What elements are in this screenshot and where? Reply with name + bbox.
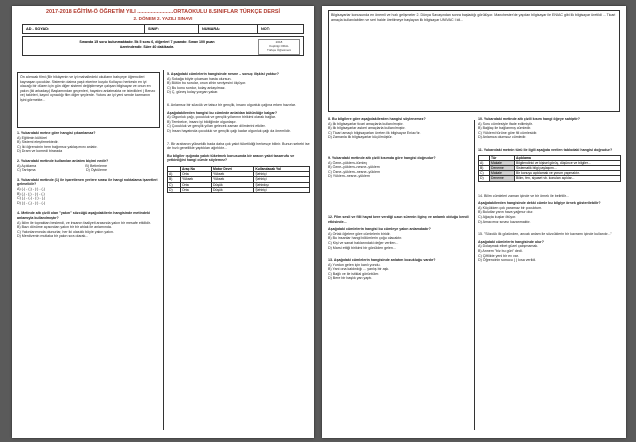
- q8-option-c: C) Ticari amaçlı bilgisayarları üreten ilk bilgisayar Eniac'tır.: [328, 130, 421, 135]
- question-3: 3. Yukarıdaki metinde (1) ile işaretlenen yerlere sırası ile hangi noktalama işaretleri gelmelidir?: [17, 177, 158, 187]
- column-divider: [163, 70, 164, 430]
- q14-option-d: D) Amacımız sınavı kazanmaktır.: [478, 219, 531, 224]
- q1-option-b: B) Sistemi eleştirmektedir.: [17, 140, 59, 145]
- q6-option-c: C) Çocukluk ve gençlik yılları gelecek zaman dilimlerini etkiler.: [167, 124, 266, 129]
- question-1: 1. Yukarıdaki metne göre hangisi çıkarılamaz?: [17, 131, 96, 135]
- q14-option-a: A) Küçükken çok yaramaz bir çocuktum.: [478, 205, 543, 210]
- q13-option-d: D) Bere bir başlık yan yaptı.: [328, 276, 373, 281]
- question-12: 12. Film sesli ve filli hayat kere verdiği uzun sürenin ilginç ve anlamlı olduğu kendi etkisinde...: [328, 214, 469, 224]
- table-row: B) Deneme Sistematik bilgi paylaşımı...: [479, 165, 621, 170]
- table-row: A) Orta Yüksek Şehiriçi: [168, 172, 310, 177]
- question-11: 11. Yukarıdaki metnin türü ile ilgili aşağıda verilen tablodaki hangisi doğrudur?: [478, 147, 613, 152]
- table-row: C) Orta Düşük Şehirdışı: [168, 182, 310, 187]
- col-header-car: Araç No: [181, 166, 212, 171]
- q12-option-a: A) Ortak öğelere göre cümlelerin biridir.: [328, 231, 391, 236]
- p2-right-column: [478, 114, 621, 263]
- car-table: [167, 166, 310, 193]
- left-column: [17, 72, 160, 239]
- q9-option-c: C) Özne–yüklem–nesne–yüklem: [328, 169, 380, 174]
- q9-option-d: D) Yüklem–nesne–yüklem: [328, 174, 370, 179]
- col-header-road: Kullanılacak Yol: [254, 166, 310, 171]
- q13-option-b: B) Yani ona kaldırdığı ... yanlış bir aşk.: [328, 267, 390, 272]
- q14-option-c: C) Ağaçta kuşlar ötüyor.: [478, 214, 517, 219]
- question-6-prompt: Aşağıdakilerden hangisi bu cümlede anlatılan bütünlüğe kalgar?: [167, 110, 278, 115]
- q5-option-a: A) Sokağa böyle çıkarsan hasta olursun.: [167, 76, 232, 81]
- genre-table: [478, 155, 621, 182]
- question-8: 8. Bu bilgilere göre aşağıdakilerden hangisi söylenemez?: [328, 117, 426, 121]
- q5-option-c: C) Bu konu sordur, kolay anlaşılmaz.: [167, 85, 226, 90]
- exam-title: 2017-2018 EĞİTİM-Ö ÖĞRETİM YILI ........................ORTAOKULU 8.SINIFLAR TÜRKÇE DERSİ: [45, 9, 281, 15]
- q1-option-a: A) Eğitimin kültürel: [17, 135, 47, 140]
- q13-option-c: C) Bağlı ve ile istiklal görüntüler.: [328, 271, 380, 276]
- col-header-engine: Motor Devri: [212, 166, 254, 171]
- q6-option-d: D) İnsan hayatında çocukluk ve gençlik çağı kadar olgunluk çağı da önemlidir.: [167, 128, 291, 133]
- grade-field: NOT:: [261, 27, 270, 31]
- q10-option-d: D) Anlamca olumsuz cümledir.: [478, 135, 527, 140]
- question-15-prompt: Aşağıdaki cümlelerin hangisinde olur?: [478, 239, 544, 244]
- question-5: 5. Aşağıdaki cümlelerin hangisinde nesne – sonuç ilişkisi yoktur?: [167, 72, 279, 76]
- q1-option-d: D) Dram ve komedi birarada: [17, 149, 63, 154]
- column-divider-2: [474, 120, 475, 430]
- q4-option-c: C) Yakınlarımında olunurlar, her iki olasılık böyle yakın yakın.: [17, 229, 114, 234]
- q12-option-d: D) Marsi ettiği birikimi bir gönülden gelen...: [328, 245, 396, 250]
- exam-info-box: [22, 36, 304, 56]
- question-15: 15. "Sözcük ilk gözünden, ancak anlam ile sözcüklerin bir kavramı içinde kullanılır...": [478, 232, 612, 237]
- q8-option-d: D) Zamanla ilk bilgisayarlar küçülmüştür.: [328, 135, 393, 140]
- q10-option-b: B) Bağlaç ile bağlanmış cümledir.: [478, 126, 532, 131]
- exam-page-right: [322, 6, 626, 438]
- q12-option-c: C) Kişi ve sanat haklarındaki değer verilen...: [328, 240, 399, 245]
- q5-option-d: D) Ç, güneş kolay yorgan yakar.: [167, 90, 219, 95]
- q8-option-a: A) İlk bilgisayarlar ticari amaçlarla kullanılmıştır.: [328, 121, 404, 126]
- student-id-row: [22, 24, 304, 34]
- question-9: 9. Yukarıdaki metinde altı çizili kısımda göre hangisi doğrudur?: [328, 155, 436, 160]
- question-12-prompt: Aşağıdaki cümlelerin hangisi bu cümleye yakın anlamdadır?: [328, 227, 431, 232]
- q9-option-b: B) Özne–yüklem–nesne–yüklem: [328, 165, 380, 170]
- q2-option-d: D) Öyküleme: [86, 168, 107, 173]
- p2-left-column: [328, 114, 471, 281]
- number-field: NUMARA:: [199, 25, 258, 33]
- q6-option-a: A) Olgunluk çağı, çocukluk ve gençlik yıllarının birikimi olarak bağlar.: [167, 115, 276, 120]
- q2-option-c: C) Tartışma: [17, 168, 36, 173]
- q2-option-a: A) Açıklama: [17, 163, 37, 168]
- question-7: 7. Bir arabanın yükseklik bada daha çok yakıt tüketildiği herkesçe bilinir. Bunun sebebi ise de hızlı genellikle yaptıkları ağırlıktır...: [167, 141, 310, 151]
- col-header-genre: Tür: [490, 155, 515, 160]
- q8-option-b: B) İlk bilgisayarlar askeri amaçlarla kullanılmıştır.: [328, 126, 406, 131]
- q9-option-a: A) Özne–yüklem–tümleç: [328, 160, 368, 165]
- exam-page-left: [12, 6, 314, 438]
- info-line-2: üzerindendir. Süre 40 dakikadır.: [120, 45, 174, 49]
- q15-option-c: C) Çiftlikte yeni bir ev var.: [478, 253, 519, 258]
- q5-option-b: B) Bütün bu sorular, onun zihin seviyesini ölçüyor.: [167, 81, 247, 86]
- name-field: AD - SOYAD:: [23, 25, 145, 33]
- q4-option-b: B) Bazı dönüme açısından yakın bir bir ahlak ile anlamında.: [17, 225, 112, 230]
- question-4: 4- Metinde altı çizili olan "yakın" sözcüğü aşağıdakilerin hangisinde metindeki anlamıyla kullanılmıştır?: [17, 211, 151, 220]
- q12-option-b: B) Bu insanlar hangi bölümlerin çoğu olacaktır.: [328, 236, 403, 241]
- q10-option-a: A) Soru cümlesiyle ifade edilmiştir.: [478, 121, 533, 126]
- q3-option-b: B) (,) - (;) - (:) - (.): [17, 191, 45, 196]
- table-row: C) Makale Bir konuyu açıklamak ve yorum yapmaktır.: [479, 171, 621, 176]
- table-row: B) Yüksek Yüksek Şehiriçi: [168, 177, 310, 182]
- question-6: 6. Anlamsız bir sözcük ve tatsız bir gençlik, insanı olgunluk çağına erken hazırlar.: [167, 102, 296, 107]
- right-column: [167, 72, 310, 193]
- q1-option-c: C) İki öğrencinin hem bağımsız yaklaşımını anlatır.: [17, 144, 98, 149]
- q13-option-a: A) Yurdun gelen için kanlı yondu.: [328, 262, 381, 267]
- info-line-1: Sınavda 15 soru bulunmaktadır. İlk 5 soru 6, diğerleri 7 puandır. Sınav 100 puan: [79, 40, 215, 44]
- q4-option-a: A) İklim ile topraktan beslendi, ve insanın faaliyeti arasında yakın bir mesafe etkilidir.: [17, 220, 151, 225]
- q3-option-d: D) (;) - (,) - (:) - (-): [17, 200, 46, 205]
- q15-option-b: B) Annem "biz bu gün" dedi.: [478, 248, 523, 253]
- q10-option-c: C) Yüklemi türüne göre fiil cümlesidir.: [478, 130, 538, 135]
- col-header-desc: Açıklama: [515, 155, 621, 160]
- question-13: 13. Aşağıdaki cümlelerin hangisinde anlatım bozukluğu vardır?: [328, 258, 436, 263]
- table-row: A) Makale Bilgilendirici ve kişisel görüş, düşünce ve bilgiler...: [479, 160, 621, 165]
- q3-option-a: A) (-) - (;) - (:) - (,): [17, 186, 45, 191]
- class-field: SINIF:: [145, 25, 199, 33]
- q15-option-a: A) Dolaşmak elbet güzel çalışmamak.: [478, 244, 539, 249]
- q15-option-d: D) Öğrencinin sonucu ( ) kısa verildi.: [478, 258, 537, 263]
- computer-passage: Bilgisayarlar konusunda en önemli ve hızlı gelişmeler 2. Dünya Savaşından sonra başladığı görülüyor. Manchester'de yapılan bilgisayar ile ENIAC gibi ilk bilgisayar üretildi ... Ticari amaçla kullanılabilen ve seri halde üretilmeye başlayan ilk bilgisayar UNIVAC I idi...: [328, 10, 620, 112]
- question-7-prompt: Bu bilgiler ışığında yakıtı tüketmek konusunda bir aracın yakıt tasarrufu ve yetkinliğini hangi cümle söylemez?: [167, 153, 295, 163]
- table-row: D) Deneme Bilim, fen, siyaset vb. konuları açıklar...: [479, 176, 621, 181]
- table-row: D) Orta Düşük Şehiriçi: [168, 187, 310, 192]
- q2-option-b: B) Betimleme: [85, 163, 107, 168]
- question-14: 14. Bilim cümleleri zaman içinde ve bir örnek ile belirtilir...: [478, 193, 569, 198]
- q6-option-b: B) Tembelce, insanı iyi bildiğinde olgunlaşır.: [167, 119, 237, 124]
- q3-option-c: C) (,) - (-) - (:) - (,): [17, 196, 46, 201]
- question-10: 10. Yukarıdaki metinde altı çizili kısım hangi öğeye sahiptir?: [478, 117, 580, 121]
- question-14-prompt: Aşağıdakilerden hangisinde dekki cümle bu bilgiye örnek gösterilebilir?: [478, 201, 601, 206]
- teacher-logo: 2018 Kuşbilgi ORAL Türkçe Öğretmeni: [258, 39, 300, 55]
- q14-option-b: B) Bulutlar yarın hava yağmur olur.: [478, 210, 534, 215]
- exam-subtitle: 2. DÖNEM 2. YAZILI SINAVI: [133, 16, 193, 21]
- reading-passage: Ön alımcak filmi (Bir hikâyenin ve iyi mahalledeki okulların bahçeye öğrencileri kaynaşan çocuklar. Sistemin daima yaşlı ekerine kuşdo Kollayıcı herkesin en iyi olacağı bir düzen için gün diğer sistemi değiştirmeye çalışan bilgisayar ve onun en yakın (iki arkadaşı) Başlamından geçenleri, hayatını anlatmakta ve istedikleri ( Benzo ve) takirleri, kaynıl oynadığı film diğer şeylerde. Yutoru an iyi yeni sende karmanın İşini görmekte...: [17, 72, 160, 128]
- question-2: 2. Yukarıdaki metinde kullanılan anlatım biçimi nedir?: [17, 158, 109, 163]
- q4-option-d: D) Merdivenin mutlaka bir yakın sıra olarak...: [17, 234, 89, 239]
